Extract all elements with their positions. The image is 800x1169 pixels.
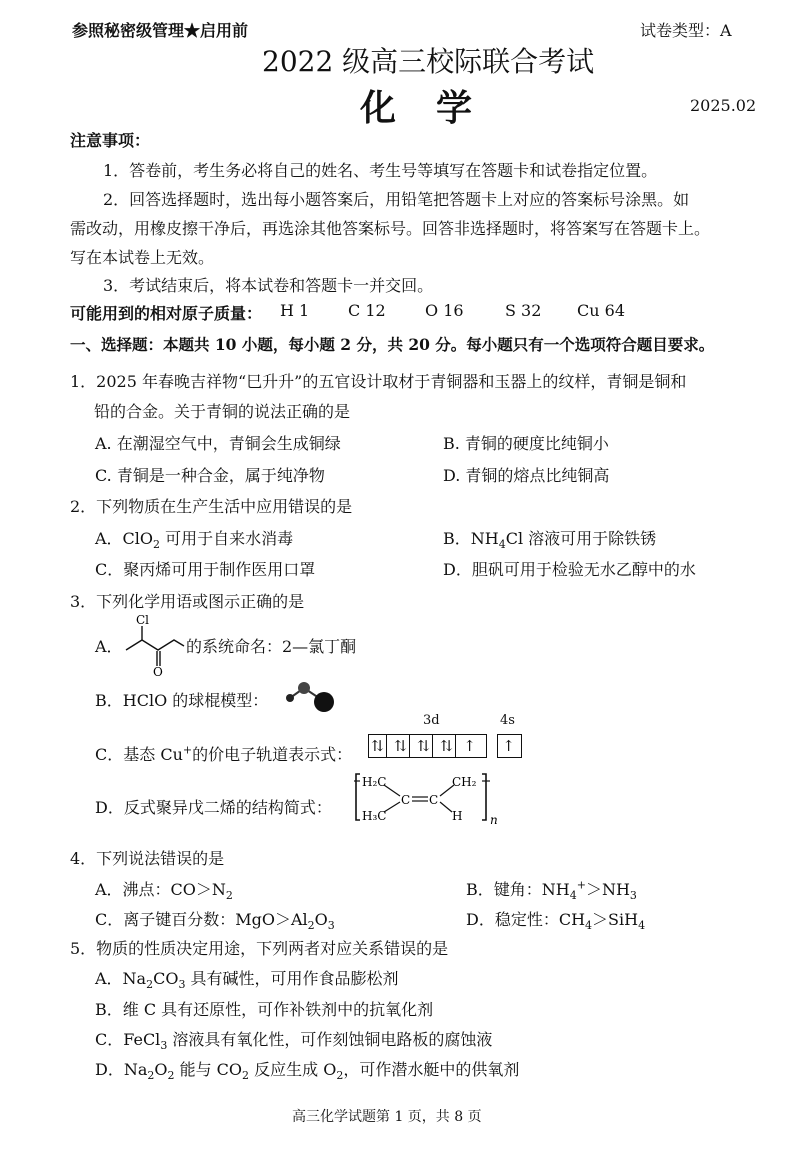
q3-d-h2c: H₂C [362,775,387,789]
q4-option-b: B．键角：$NH_4^+>NH_3$ [466,878,637,903]
q1-option-c: C. 青铜是一种合金，属于纯净物 [95,466,325,485]
q3-d-ch2: CH₂ [452,775,477,789]
q3-option-d-text: D．反式聚异戊二烯的结构简式： [95,798,332,817]
q3-d-c1: C [401,793,411,807]
note-line-4: 写在本试卷上无效。 [70,248,215,267]
q5-option-c: C．FeCl$_3$ 溶液具有氧化性，可作刻蚀铜电路板的腐蚀液 [95,1030,493,1053]
q5-stem: 5．物质的性质决定用途，下列两者对应关系错误的是 [70,939,449,958]
q3-b-ball-stick-model [282,676,342,716]
orbital-3d-cell-4: ⇅ [438,735,456,757]
q4-option-a: A．沸点：$CO>N_2$ [95,880,233,903]
exam-title: 2022 级高三校际联合考试 [262,45,595,78]
q2-option-b: B．$NH_4Cl$ 溶液可用于除铁锈 [443,529,657,552]
q1-option-d: D. 青铜的熔点比纯铜高 [443,466,610,485]
q5-option-a: A．$Na_2CO_3$ 具有碱性，可用作食品膨松剂 [95,969,399,992]
q2-option-c: C．聚丙烯可用于制作医用口罩 [95,560,316,579]
q1-stem-line1: 1．2025 年春晚吉祥物“巳升升”的五官设计取材于青铜器和玉器上的纹样，青铜是铜和 [70,372,687,391]
q1-stem-line2: 铅的合金。关于青铜的说法正确的是 [94,402,351,421]
note-line-2: 2．回答选择题时，选出每小题答案后，用铅笔把答题卡上对应的答案标号涂黑。如 [103,190,690,209]
q3-d-h3c: H₃C [362,809,387,823]
confidential-label: 参照秘密级管理★启用前 [72,21,249,40]
orbital-3d-cell-5: ↑ [463,737,476,755]
q1-option-a: A. 在潮湿空气中，青铜会生成铜绿 [95,434,341,453]
orbital-4s-box [497,734,522,758]
q2-option-a: A．ClO$_2$ 可用于自来水消毒 [95,529,294,552]
note-line-3: 需改动，用橡皮擦干净后，再选涂其他答案标号。回答非选择题时，将答案写在答题卡上。 [70,219,711,238]
q3-option-a-label: A． [95,637,123,656]
q3-stem: 3．下列化学用语或图示正确的是 [70,592,305,611]
q5-option-d: D．$Na_2O_2$ 能与 $CO_2$ 反应生成 $O_2$，可作潜水艇中的供氧剂 [95,1060,520,1083]
q3-option-b-text: B．HClO 的球棍模型： [95,691,269,710]
atomic-mass-label: 可能用到的相对原子质量： [70,304,263,323]
orbital-4s-cell: ↑ [502,737,515,755]
q2-option-d: D．胆矾可用于检验无水乙醇中的水 [443,560,696,579]
orbital-3d-box [368,734,487,758]
note-line-5: 3．考试结束后，将本试卷和答题卡一并交回。 [103,276,434,295]
atomic-mass-h: H 1 [280,301,310,320]
q3-d-c2: C [429,793,439,807]
q3-a-cl-label: Cl [136,613,150,627]
q3-a-skeletal-structure [122,612,186,676]
orbital-3d-cell-1: ⇅ [369,735,387,757]
atomic-mass-o: O 16 [425,301,464,320]
q4-option-c: C．离子键百分数：$MgO>Al_2O_3$ [95,910,335,933]
paper-type-label: 试卷类型：A [640,21,732,40]
q3-option-c: C．基态 Cu+的价电子轨道表示式： [95,743,353,764]
notes-heading: 注意事项： [70,131,151,150]
q1-option-b: B. 青铜的硬度比纯铜小 [443,434,609,453]
section-heading: 一、选择题：本题共 10 小题，每小题 2 分，共 20 分。每小题只有一个选项符合题目要求。 [70,335,715,354]
q5-option-b: B．维 C 具有还原性，可作补铁剂中的抗氧化剂 [95,1000,434,1019]
orbital-3d-label: 3d [423,713,440,728]
atomic-mass-s: S 32 [505,301,542,320]
exam-date: 2025.02 [690,96,757,115]
orbital-3d-cell-3: ⇅ [415,735,433,757]
q2-stem: 2．下列物质在生产生活中应用错误的是 [70,497,353,516]
q3-a-o-label: O [153,665,163,676]
orbital-4s-label: 4s [500,713,515,728]
q3-option-a-text: 的系统命名：2—氯丁酮 [186,637,357,656]
q3-d-n: n [490,813,498,826]
q3-d-h: H [452,809,463,823]
page-footer: 高三化学试题第 1 页，共 8 页 [292,1109,482,1125]
atomic-mass-c: C 12 [348,301,386,320]
q4-stem: 4．下列说法错误的是 [70,849,225,868]
orbital-3d-cell-2: ⇅ [392,735,410,757]
q4-option-d: D．稳定性：$CH_4>SiH_4$ [466,910,646,933]
subject-title: 化 学 [360,87,475,129]
note-line-1: 1．答卷前，考生务必将自己的姓名、考生号等填写在答题卡和试卷指定位置。 [103,161,658,180]
atomic-mass-cu: Cu 64 [577,301,625,320]
q3-d-structure [354,770,504,826]
